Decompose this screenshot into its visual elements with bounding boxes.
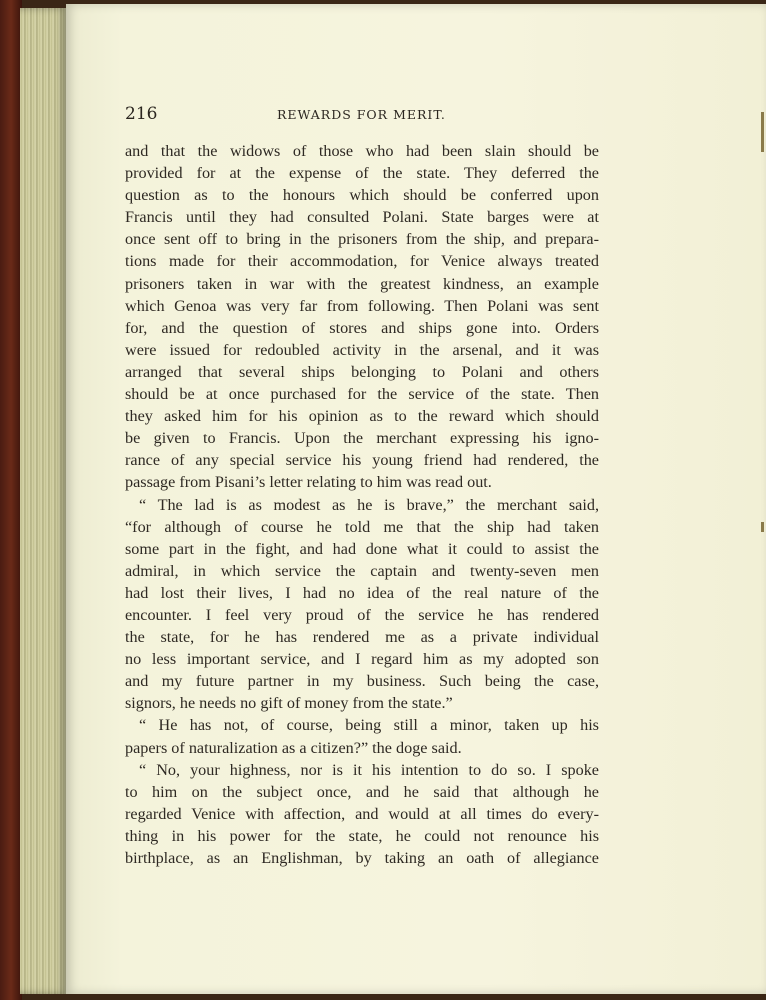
text-line: encounter. I feel very proud of the service he has rendered <box>125 605 599 624</box>
text-line: once sent off to bring in the prisoners from the ship, and prepara- <box>125 230 599 249</box>
text-line: tions made for their accommodation, for Venice always treated <box>125 252 599 271</box>
text-line: arranged that several ships belonging to Polani and others <box>125 362 599 381</box>
text-line: had lost their lives, I had no idea of the real nature of the <box>125 583 599 602</box>
text-line: admiral, in which service the captain and twenty-seven men <box>125 561 599 580</box>
text-line: rance of any special service his young friend had rendered, the <box>125 451 599 470</box>
page-edges <box>20 8 68 994</box>
text-line: which Genoa was very far from following. Then Polani was sent <box>125 296 599 315</box>
text-line: were issued for redoubled activity in the arsenal, and it was <box>125 340 599 359</box>
text-line: signors, he needs no gift of money from the state.” <box>125 694 453 713</box>
page-edge-mark <box>761 522 764 532</box>
text-line: Francis until they had consulted Polani. State barges were at <box>125 208 599 227</box>
text-line: question as to the honours which should be conferred upon <box>125 186 599 205</box>
text-line: regarded Venice with affection, and would at all times do every- <box>125 804 599 823</box>
text-line: birthplace, as an Englishman, by taking an oath of allegiance <box>125 849 599 867</box>
text-line: “ No, your highness, nor is it his intention to do so. I spoke <box>139 760 599 779</box>
text-line: and that the widows of those who had been slain should be <box>125 142 599 160</box>
text-line: should be at once purchased for the service of the state. Then <box>125 385 599 404</box>
text-line: be given to Francis. Upon the merchant expressing his igno- <box>125 429 599 448</box>
text-line: the state, for he has rendered me as a private individual <box>125 628 599 647</box>
running-title: REWARDS FOR MERIT. <box>277 107 446 122</box>
page-header <box>125 104 595 128</box>
page-number: 216 <box>125 104 158 124</box>
text-line: prisoners taken in war with the greatest kindness, an example <box>125 274 599 293</box>
text-line: “ The lad is as modest as he is brave,” the merchant said, <box>139 495 599 514</box>
text-line: “for although of course he told me that the ship had taken <box>125 517 599 536</box>
text-line: “ He has not, of course, being still a minor, taken up his <box>139 716 599 735</box>
text-line: thing in his power for the state, he could not renounce his <box>125 826 599 845</box>
text-line: they asked him for his opinion as to the reward which should <box>125 407 599 426</box>
text-line: for, and the question of stores and ships gone into. Orders <box>125 318 599 337</box>
text-line: to him on the subject once, and he said that although he <box>125 782 599 801</box>
page-edge-mark <box>761 112 764 152</box>
text-line: no less important service, and I regard him as my adopted son <box>125 650 599 669</box>
text-line: papers of naturalization as a citizen?” the doge said. <box>125 738 462 757</box>
book-binding <box>0 0 22 1000</box>
body-text <box>125 140 599 869</box>
text-line: and my future partner in my business. Such being the case, <box>125 672 599 691</box>
text-line: provided for at the expense of the state. They deferred the <box>125 164 599 183</box>
text-line: some part in the fight, and had done what it could to assist the <box>125 539 599 558</box>
text-line: passage from Pisani’s letter relating to him was read out. <box>125 473 492 492</box>
